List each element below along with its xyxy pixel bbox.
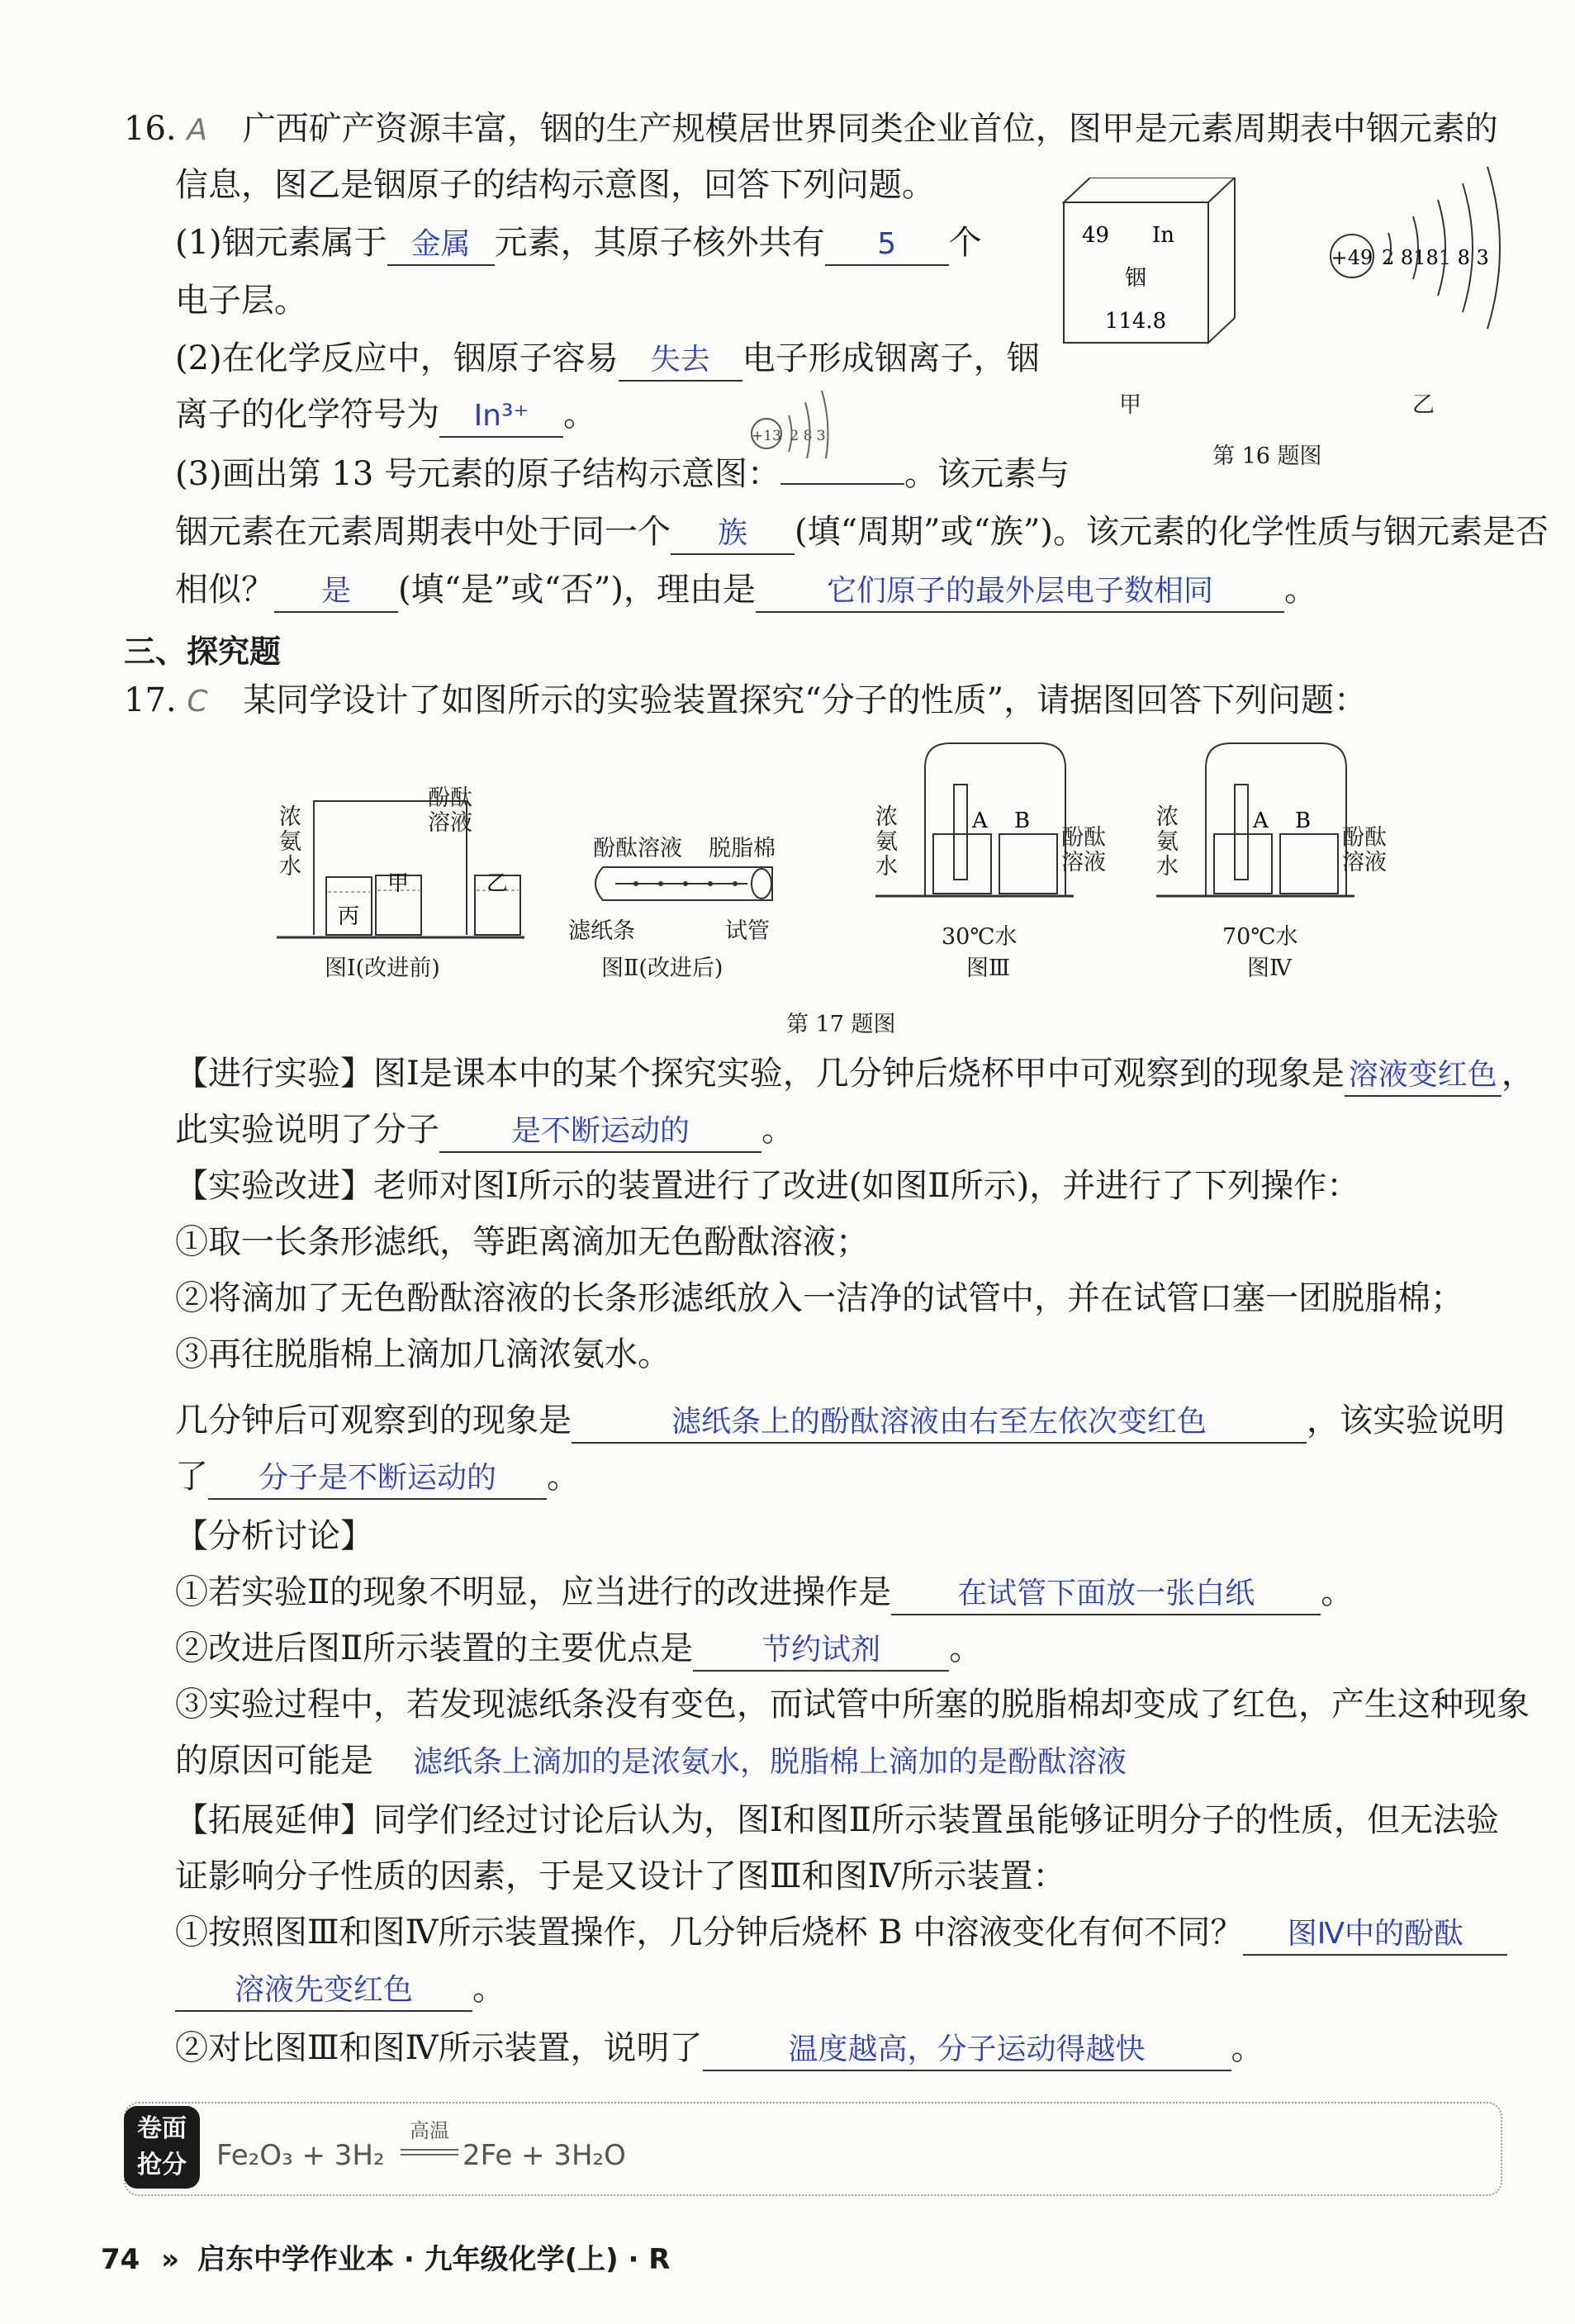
q16-answer-ion: In³⁺	[439, 396, 563, 438]
fig3-label-b: B	[1014, 809, 1031, 833]
fig2-drop-4	[708, 881, 713, 886]
q17-obs-text-d: 。	[547, 1458, 580, 1496]
q16-p2-text-a: (2)在化学反应中，铟原子容易	[175, 339, 619, 377]
q16-answer-group: 族	[671, 514, 795, 555]
q17-experiment-line-1	[175, 1052, 1535, 1097]
q16-part3-c	[175, 568, 1317, 613]
fig4-water-bath	[1214, 834, 1272, 894]
q16-level: A	[187, 113, 207, 147]
q17-intro-line	[124, 679, 1367, 723]
q17-analysis-2	[175, 1627, 982, 1672]
q17-exp-text-c: 此实验说明了分子	[175, 1111, 439, 1149]
fig2-drop-3	[683, 881, 688, 886]
q17-extend-2: 证影响分子性质的因素，于是又设计了图Ⅲ和图Ⅳ所示装置：	[175, 1857, 1066, 1895]
q16-p1-text-c: 个	[948, 224, 982, 262]
fig4-water-label: 70℃水	[1222, 924, 1298, 950]
fig4-bell-jar	[1206, 743, 1346, 896]
q17-exp-text-a: 【进行实验】图Ⅰ是课本中的某个探究实验，几分钟后烧杯甲中可观察到的现象是	[175, 1055, 1345, 1093]
fig1-ammonia-label: 浓氨水	[279, 804, 301, 880]
q17-extend-1: 【拓展延伸】同学们经过讨论后认为，图Ⅰ和图Ⅱ所示装置虽能够证明分子的性质，但无法验	[175, 1801, 1499, 1839]
q16-answer-reason: 它们原子的最外层电子数相同	[756, 572, 1284, 613]
fig2-paper-label: 滤纸条	[568, 918, 635, 944]
q17-exp-text-d: 。	[761, 1111, 795, 1149]
card-name: 铟	[1124, 266, 1147, 291]
q16-p3-text-b: 。该元素与	[904, 455, 1070, 493]
fig3-caption: 图Ⅲ	[966, 956, 1011, 981]
q16-p1-text-a: (1)铟元素属于	[175, 224, 387, 262]
al-shell-arc-3	[822, 391, 828, 458]
q16-part2	[175, 337, 1040, 382]
q17-number: 17.	[124, 681, 177, 719]
element-card-figure	[1049, 178, 1247, 376]
q16-part3	[175, 453, 1070, 496]
fig2-tube-label: 试管	[725, 918, 770, 944]
q17-level: C	[187, 685, 208, 719]
al-shells-label: 2 8 3	[790, 428, 826, 444]
q17-answer-conclusion: 分子是不断运动的	[208, 1458, 547, 1500]
q17-analysis-3: ③实验过程中，若发现滤纸条没有变色，而试管中所塞的脱脂棉却变成了红色，产生这种现象	[175, 1686, 1530, 1724]
in-shells-label: 2 8181 8 3	[1382, 246, 1489, 269]
score-equation-arrow-2	[401, 2154, 458, 2156]
fig1-apparatus	[277, 785, 524, 941]
in-nucleus-label: +49	[1331, 246, 1373, 269]
fig2-cotton	[752, 869, 771, 899]
q16-p1-text-b: 元素，其原子核外共有	[494, 224, 825, 262]
q16-answer-shells: 5	[825, 225, 949, 266]
q16-p3-text-g: 。	[1284, 571, 1318, 609]
atom-label: 乙	[1412, 392, 1435, 418]
q17-ana-text-e: 的原因可能是	[175, 1742, 373, 1780]
footer	[101, 2236, 670, 2277]
q16-blank-diagram	[780, 483, 904, 485]
q16-intro-2: 信息，图乙是铟原子的结构示意图，回答下列问题。	[175, 166, 935, 204]
fig1-phenol-label: 酚酞溶液	[428, 785, 472, 836]
aluminum-structure-sketch	[743, 376, 859, 458]
score-equation-right: 2Fe + 3H₂O	[463, 2139, 626, 2172]
q17-ext-text-c: ②对比图Ⅲ和图Ⅳ所示装置，说明了	[175, 2029, 703, 2067]
fig3-apparatus	[875, 735, 1074, 908]
score-badge-line-2: 抢分	[137, 2151, 187, 2179]
fig3-ammonia-label: 浓氨水	[875, 804, 898, 880]
q16-answer-similar: 是	[274, 572, 398, 613]
q16-p3-text-d: (填“周期”或“族”)。该元素的化学性质与铟元素是否	[795, 513, 1549, 551]
score-badge	[124, 2106, 200, 2189]
q17-obs-text-a: 几分钟后可观察到的现象是	[175, 1402, 572, 1439]
q17-improve-3: ②将滴加了无色酚酞溶液的长条形滤纸放入一洁净的试管中，并在试管口塞一团脱脂棉；	[175, 1279, 1464, 1317]
fig1-label-jia: 甲	[387, 871, 410, 896]
q17-ana-text-a: ①若实验Ⅱ的现象不明显，应当进行的改进操作是	[175, 1573, 892, 1611]
fig2-phenol-label: 酚酞溶液	[593, 836, 682, 861]
score-equation-condition: 高温	[410, 2119, 449, 2142]
card-label: 甲	[1119, 392, 1141, 418]
q17-ana-text-d: 。	[949, 1629, 983, 1667]
q17-exp-text-b: ，	[1501, 1055, 1535, 1093]
fig4-beaker-b	[1280, 834, 1338, 894]
fig2-test-tube	[586, 859, 785, 908]
q17-improve-1: 【实验改进】老师对图Ⅰ所示的装置进行了改进(如图Ⅱ所示)，并进行了下列操作：	[175, 1167, 1360, 1205]
fig4-beaker-a-tube	[1235, 785, 1248, 880]
fig4-apparatus	[1156, 735, 1354, 908]
q16-figure-caption: 第 16 题图	[1212, 443, 1322, 469]
card-atomic-number: 49	[1082, 223, 1110, 248]
q17-analysis-head: 【分析讨论】	[175, 1517, 373, 1555]
fig2-drop-1	[633, 881, 638, 886]
q17-answer-observation: 滤纸条上的酚酞溶液由右至左依次变红色	[572, 1402, 1307, 1444]
q17-intro: 某同学设计了如图所示的实验装置探究“分子的性质”，请据图回答下列问题：	[243, 681, 1368, 719]
q17-observe-line-2	[175, 1455, 580, 1500]
q16-p2-text-b: 电子形成铟离子，铟	[742, 339, 1040, 377]
q17-answer-molecule-motion: 是不断运动的	[439, 1112, 761, 1153]
fig4-label-b: B	[1295, 809, 1312, 833]
q17-obs-text-c: 了	[175, 1458, 208, 1496]
fig3-bell-jar	[925, 743, 1065, 896]
q17-answer-white-paper: 在试管下面放一张白纸	[891, 1574, 1321, 1615]
q17-answer-reason: 滤纸条上滴加的是浓氨水，脱脂棉上滴加的是酚酞溶液	[412, 1745, 1127, 1779]
fig1-label-yi: 乙	[486, 871, 509, 896]
q17-obs-text-b: ，该实验说明	[1307, 1402, 1505, 1439]
card-symbol: In	[1152, 223, 1175, 248]
q17-improve-4: ③再往脱脂棉上滴加几滴浓氨水。	[175, 1335, 671, 1373]
q16-p3-text-f: (填“是”或“否”)，理由是	[398, 571, 757, 609]
fig3-beaker-b	[999, 834, 1057, 894]
q17-ana-text-b: 。	[1321, 1573, 1354, 1611]
score-equation-arrow-1	[401, 2149, 458, 2151]
q16-part1	[175, 221, 982, 266]
fig1-caption: 图Ⅰ(改进前)	[325, 956, 440, 981]
q17-answer-save-reagent: 节约试剂	[693, 1630, 949, 1672]
q16-part3-b	[175, 510, 1549, 555]
q17-analysis-1	[175, 1571, 1354, 1615]
score-equation-left: Fe₂O₃ + 3H₂	[216, 2139, 385, 2172]
fig3-beaker-a-tube	[954, 785, 967, 880]
footer-arrows: »	[161, 2243, 180, 2276]
q16-p2-text-c: 离子的化学符号为	[175, 396, 439, 434]
q17-ext-text-a: ①按照图Ⅲ和图Ⅳ所示装置操作，几分钟后烧杯 B 中溶液变化有何不同？	[175, 1914, 1244, 1952]
fig4-phenol-label: 酚酞溶液	[1342, 825, 1387, 875]
card-mass: 114.8	[1104, 309, 1167, 334]
q17-extend-3	[175, 1911, 1507, 1956]
q16-answer-lose: 失去	[619, 340, 742, 382]
q17-ext-text-d: 。	[1231, 2029, 1264, 2067]
q17-ext-text-b: 。	[472, 1970, 505, 2008]
q17-extend-3b	[175, 1967, 505, 2012]
fig2-cotton-label: 脱脂棉	[709, 836, 776, 861]
q17-answer-diff-b: 溶液先变红色	[175, 1971, 472, 2012]
in-shell-arc-5	[1487, 167, 1500, 329]
q16-p3-text-c: 铟元素在元素周期表中处于同一个	[175, 513, 671, 551]
q17-improve-2: ①取一长条形滤纸，等距离滴加无色酚酞溶液；	[175, 1223, 869, 1261]
q16-intro-1: 广西矿产资源丰富，铟的生产规模居世界同类企业首位，图甲是元素周期表中铟元素的	[242, 110, 1498, 148]
fig2-drop-5	[733, 881, 738, 886]
fig2-drop-2	[658, 881, 663, 886]
q16-p1-text-d: 电子层。	[175, 282, 307, 320]
score-badge-line-1: 卷面	[137, 2114, 187, 2143]
q16-p3-text-e: 相似？	[175, 571, 274, 609]
footer-title: 启东中学作业本 · 九年级化学(上) · R	[197, 2243, 671, 2276]
fig2-caption: 图Ⅱ(改进后)	[601, 956, 723, 981]
q17-answer-diff-a: 图Ⅳ中的酚酞	[1243, 1914, 1507, 1956]
q17-extend-4	[175, 2027, 1264, 2071]
q16-line-1	[124, 107, 1498, 152]
fig3-water-label: 30℃水	[942, 924, 1018, 950]
fig3-water-bath	[933, 834, 991, 894]
q16-part2-b	[175, 393, 596, 438]
q17-ana-text-c: ②改进后图Ⅱ所示装置的主要优点是	[175, 1629, 694, 1667]
indium-atom-structure	[1317, 157, 1516, 355]
fig4-label-a: A	[1253, 809, 1269, 833]
q16-answer-metal: 金属	[387, 225, 495, 266]
q17-experiment-line-2	[175, 1108, 795, 1153]
q17-figure-caption: 第 17 题图	[786, 1012, 896, 1037]
footer-page-number: 74	[101, 2243, 140, 2276]
fig4-ammonia-label: 浓氨水	[1156, 804, 1179, 880]
q17-observe-line-1	[175, 1399, 1505, 1444]
fig4-caption: 图Ⅳ	[1247, 956, 1292, 981]
section-heading: 三、探究题	[124, 633, 282, 670]
fig3-label-a: A	[972, 809, 988, 833]
fig3-phenol-label: 酚酞溶液	[1061, 825, 1106, 875]
q17-answer-temperature: 温度越高，分子运动得越快	[703, 2030, 1231, 2071]
al-nucleus-label: +13	[752, 428, 781, 444]
q17-answer-red: 溶液变红色	[1345, 1055, 1501, 1097]
q17-analysis-3b	[175, 1739, 1166, 1782]
q16-p3-text-a: (3)画出第 13 号元素的原子结构示意图：	[175, 455, 780, 493]
q16-number: 16.	[124, 110, 177, 148]
fig1-label-bing: 丙	[337, 904, 360, 929]
q16-p2-text-d: 。	[563, 396, 596, 434]
